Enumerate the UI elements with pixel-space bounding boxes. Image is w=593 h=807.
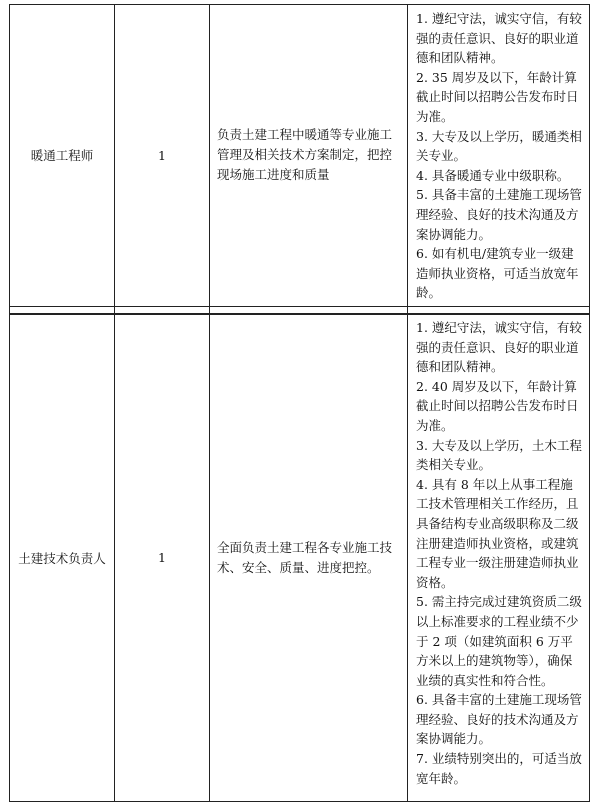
requirement-item: 4. 具备暖通专业中级职称。 xyxy=(416,167,570,183)
requirement-item: 3. 大专及以上学历，暖通类相关专业。 xyxy=(416,128,582,164)
position-title: 暖通工程师 xyxy=(30,148,94,164)
requirement-item: 1. 遵纪守法，诚实守信，有较强的责任意识、良好的职业道德和团队精神。 xyxy=(416,11,582,66)
requirement-item: 4. 具有 8 年以上从事工程施工技术管理相关工作经历，且具备结构专业高级职称及二级注册建造师执业资格，或建筑工程专业一级注册建造师执业资格。 xyxy=(416,476,579,590)
headcount-cell xyxy=(115,5,210,307)
table-row xyxy=(10,314,590,802)
duty-text: 全面负责土建工程各专业施工技术、安全、质量、进度把控。 xyxy=(217,539,393,575)
requirement-item: 5. 需主持完成过建筑资质二级以上标准要求的工程业绩不少于 2 项（如建筑面积 6 万平方米以上的建筑物等），确保业绩的真实性和符合性。 xyxy=(416,594,582,688)
requirements-list xyxy=(408,5,589,306)
requirements-list xyxy=(408,314,589,791)
headcount: 1 xyxy=(158,147,166,163)
requirement-item: 7. 业绩特别突出的，可适当放宽年龄。 xyxy=(416,751,582,786)
requirement-item: 1. 遵纪守法，诚实守信，有较强的责任意识、良好的职业道德和团队精神。 xyxy=(416,320,582,375)
requirement-item: 5. 具备丰富的土建施工现场管理经验、良好的技术沟通及方案协调能力。 xyxy=(416,187,582,242)
headcount-cell xyxy=(115,314,210,802)
table-row xyxy=(10,5,590,307)
job-table-civil xyxy=(9,313,590,802)
headcount: 1 xyxy=(158,550,166,565)
duty-cell xyxy=(210,5,408,307)
position-title-cell xyxy=(10,5,115,307)
requirement-item: 2. 40 周岁及以下，年龄计算截止时间以招聘公告发布时日为准。 xyxy=(416,378,579,433)
requirement-item: 3. 大专及以上学历，土木工程类相关专业。 xyxy=(416,437,582,473)
requirement-item: 6. 如有机电/建筑专业一级建造师执业资格，可适当放宽年龄。 xyxy=(416,246,579,301)
duty-cell xyxy=(210,314,408,802)
requirement-item: 2. 35 周岁及以下，年龄计算截止时间以招聘公告发布时日为准。 xyxy=(416,69,579,124)
requirements-cell xyxy=(408,314,590,802)
job-table-hvac xyxy=(9,4,590,315)
requirements-cell xyxy=(408,5,590,307)
position-title-cell xyxy=(10,314,115,802)
position-title: 土建技术负责人 xyxy=(18,550,106,566)
requirement-item: 6. 具备丰富的土建施工现场管理经验、良好的技术沟通及方案协调能力。 xyxy=(416,692,582,747)
duty-text: 负责土建工程中暖通等专业施工管理及相关技术方案制定，把控现场施工进度和质量 xyxy=(217,127,393,183)
